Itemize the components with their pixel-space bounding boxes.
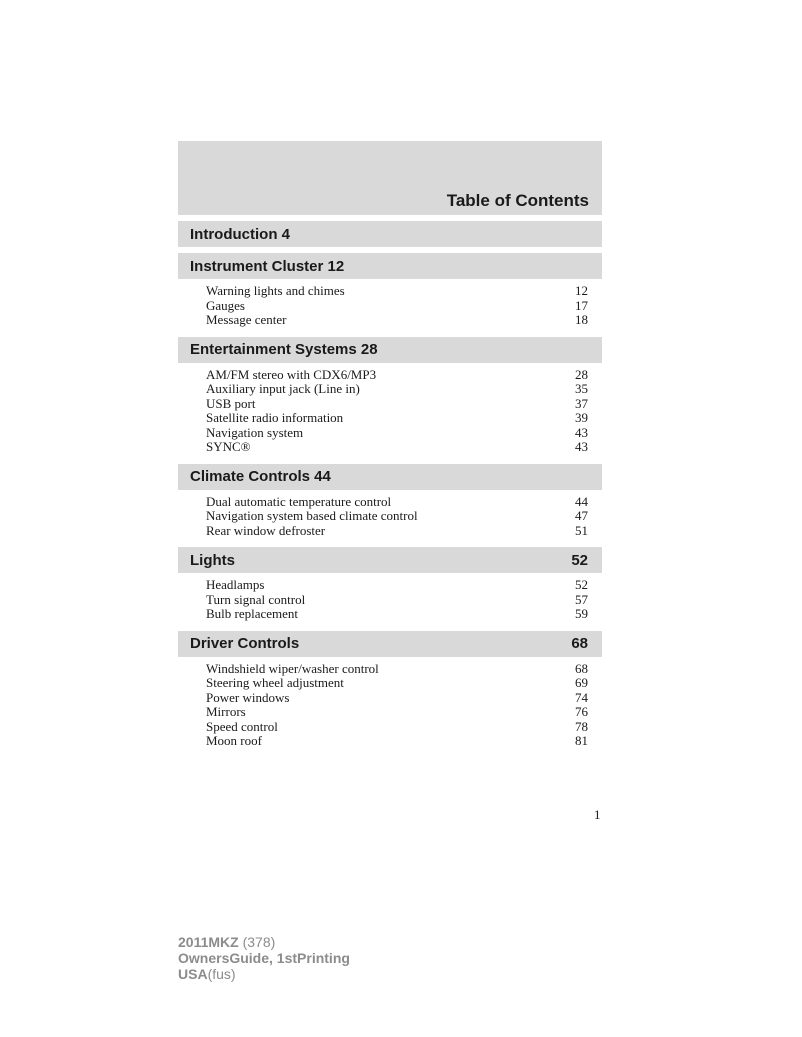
section-items	[178, 279, 602, 331]
section-items	[178, 657, 602, 752]
toc-entry	[206, 284, 588, 299]
footer-line-1	[178, 934, 350, 950]
entry-label: Power windows	[206, 689, 290, 705]
entry-page: 47	[575, 508, 588, 523]
entry-label: Satellite radio information	[206, 410, 344, 425]
entry-label: Headlamps	[206, 577, 265, 592]
entry-label: Moon roof	[206, 733, 262, 748]
toc-entry	[206, 662, 588, 677]
section-title: Driver Controls	[190, 635, 300, 652]
section-title: Introduction 4	[190, 225, 290, 243]
toc-entry	[206, 382, 588, 397]
toc-section	[178, 464, 602, 542]
toc-entry	[206, 397, 588, 412]
toc-entry	[206, 299, 588, 314]
entry-label: Speed control	[206, 718, 278, 734]
toc-entry	[206, 734, 588, 749]
toc-entry	[206, 368, 588, 383]
section-title: Instrument Cluster 12	[190, 257, 345, 275]
entry-page: 17	[575, 297, 588, 313]
toc-entry	[206, 705, 588, 720]
section-items	[178, 363, 602, 458]
entry-label: SYNC®	[206, 439, 251, 454]
entry-page: 44	[575, 493, 588, 509]
sections-list	[178, 221, 602, 752]
footer-line-2	[178, 950, 350, 966]
entry-page: 74	[575, 689, 588, 705]
entry-label: Navigation system based climate control	[206, 508, 418, 523]
footer-market: USA	[178, 966, 208, 982]
toc-entry	[206, 524, 588, 539]
toc-section	[178, 547, 602, 625]
entry-label: Dual automatic temperature control	[206, 493, 392, 509]
toc-entry	[206, 495, 588, 510]
title-band	[178, 141, 602, 215]
toc-entry	[206, 411, 588, 426]
page-title: Table of Contents	[446, 191, 589, 210]
footer-code: (378)	[238, 934, 276, 950]
entry-label: Message center	[206, 312, 287, 327]
section-title: Entertainment Systems 28	[190, 341, 378, 358]
section-header	[178, 337, 602, 363]
entry-page: 59	[575, 606, 588, 621]
toc-section	[178, 337, 602, 458]
print-footer	[178, 934, 350, 982]
toc-entry	[206, 691, 588, 706]
entry-label: AM/FM stereo with CDX6/MP3	[206, 366, 377, 382]
entry-label: Warning lights and chimes	[206, 283, 345, 298]
toc-entry	[206, 440, 588, 455]
toc-entry	[206, 426, 588, 441]
section-header	[178, 547, 602, 573]
entry-label: Gauges	[206, 297, 245, 313]
entry-label: Rear window defroster	[206, 522, 326, 538]
footer-variant: (fus)	[207, 966, 236, 982]
section-title: Climate Controls 44	[190, 468, 331, 485]
entry-label: Bulb replacement	[206, 606, 299, 621]
entry-label: Auxiliary input jack (Line in)	[206, 381, 360, 396]
toc-entry	[206, 607, 588, 622]
entry-page: 69	[575, 675, 588, 690]
toc-entry	[206, 720, 588, 735]
section-items	[178, 490, 602, 542]
entry-page: 76	[575, 704, 588, 719]
entry-page: 35	[575, 381, 588, 396]
footer-model: 2011MKZ	[178, 934, 239, 950]
footer-printing: OwnersGuide, 1stPrinting	[178, 950, 350, 966]
section-header	[178, 464, 602, 490]
section-page: 52	[571, 551, 588, 569]
section-page: 68	[571, 635, 588, 652]
entry-page: 78	[575, 718, 588, 734]
footer-line-3	[178, 966, 350, 982]
toc-entry	[206, 593, 588, 608]
section-title: Lights	[190, 551, 235, 569]
entry-page: 51	[575, 522, 588, 538]
toc-entry	[206, 509, 588, 524]
entry-page: 37	[575, 395, 588, 411]
entry-label: Mirrors	[206, 704, 246, 719]
entry-page: 68	[575, 660, 588, 676]
section-header	[178, 253, 602, 279]
toc-section	[178, 221, 602, 247]
table-of-contents	[178, 141, 602, 752]
entry-page: 43	[575, 424, 588, 440]
entry-label: Windshield wiper/washer control	[206, 660, 379, 676]
toc-section	[178, 253, 602, 331]
toc-entry	[206, 313, 588, 328]
entry-page: 18	[575, 312, 588, 327]
section-header	[178, 221, 602, 247]
toc-section	[178, 631, 602, 752]
entry-page: 81	[575, 733, 588, 748]
entry-label: Steering wheel adjustment	[206, 675, 344, 690]
entry-label: USB port	[206, 395, 256, 411]
section-items	[178, 573, 602, 625]
entry-page: 52	[575, 577, 588, 592]
entry-page: 43	[575, 439, 588, 454]
entry-page: 12	[575, 283, 588, 298]
section-header	[178, 631, 602, 657]
page-number: 1	[594, 807, 601, 822]
toc-entry	[206, 676, 588, 691]
entry-page: 39	[575, 410, 588, 425]
entry-label: Turn signal control	[206, 591, 306, 607]
toc-entry	[206, 578, 588, 593]
entry-page: 57	[575, 591, 588, 607]
entry-page: 28	[575, 366, 588, 382]
entry-label: Navigation system	[206, 424, 304, 440]
